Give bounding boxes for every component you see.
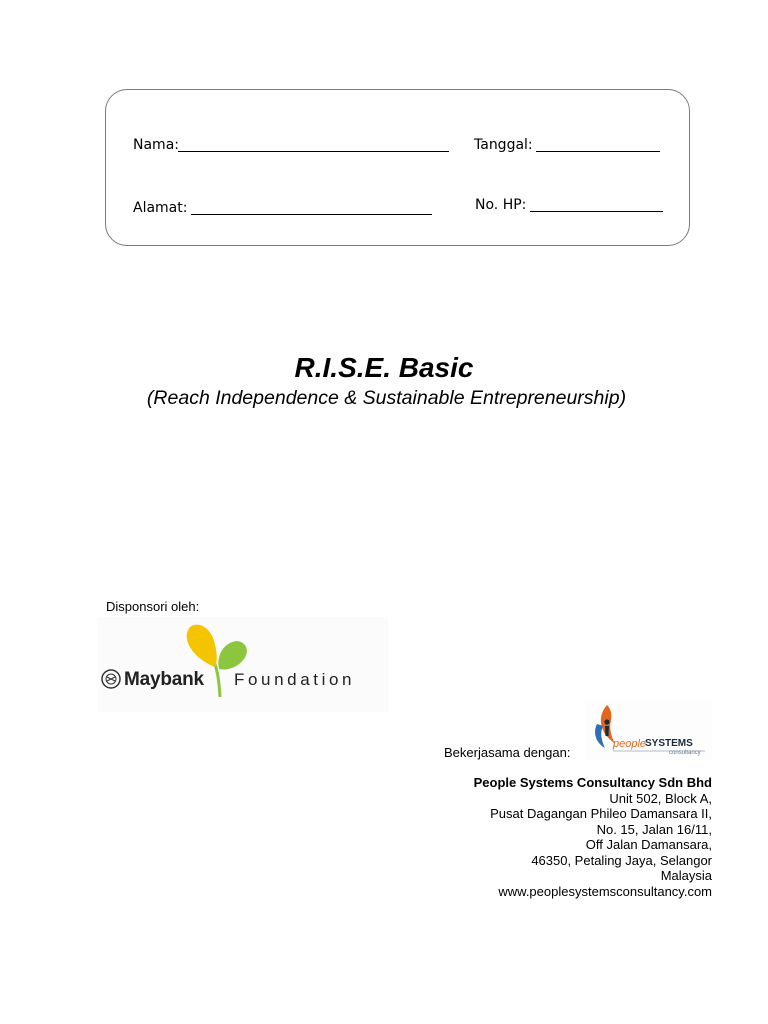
document-subtitle: (Reach Independence & Sustainable Entrepreneurship) (146, 387, 627, 409)
registration-form-box (105, 89, 690, 246)
website-link[interactable]: www.peoplesystemsconsultancy.com (498, 883, 712, 899)
phone-blank-line[interactable] (530, 211, 663, 212)
company-address-block (474, 775, 712, 899)
foundation-wordmark: Foundation (234, 670, 356, 689)
date-field (474, 137, 533, 153)
address-label: Alamat: (133, 200, 188, 216)
sprout-leaves-icon (98, 617, 388, 712)
partner-label: Bekerjasama dengan: (444, 745, 571, 760)
systems-wordmark: SYSTEMS (645, 738, 693, 749)
maybank-foundation-logo (98, 617, 388, 712)
address-line: Off Jalan Damansara, (585, 837, 712, 852)
consultancy-wordmark: consultancy (669, 750, 701, 756)
date-blank-line[interactable] (536, 151, 660, 152)
address-line: Unit 502, Block A, (609, 790, 712, 806)
maybank-wordmark: Maybank (124, 669, 204, 690)
sponsor-label: Disponsori oleh: (106, 599, 200, 614)
people-systems-logo (585, 700, 712, 760)
name-label: Nama: (133, 137, 179, 153)
address-field (133, 200, 187, 216)
document-title: R.I.S.E. Basic (294, 352, 474, 383)
address-line: 46350, Petaling Jaya, Selangor (531, 852, 712, 868)
company-name: People Systems Consultancy Sdn Bhd (473, 775, 712, 790)
phone-field (475, 197, 526, 213)
phone-label: No. HP: (475, 197, 527, 213)
address-country: Malaysia (660, 868, 712, 883)
address-line: No. 15, Jalan 16/11, (596, 821, 712, 837)
name-field (133, 137, 179, 153)
people-wordmark: people (613, 738, 647, 750)
name-blank-line[interactable] (178, 151, 449, 152)
date-label: Tanggal: (474, 137, 533, 153)
address-blank-line[interactable] (191, 214, 432, 215)
address-line: Pusat Dagangan Phileo Damansara II, (490, 806, 712, 821)
